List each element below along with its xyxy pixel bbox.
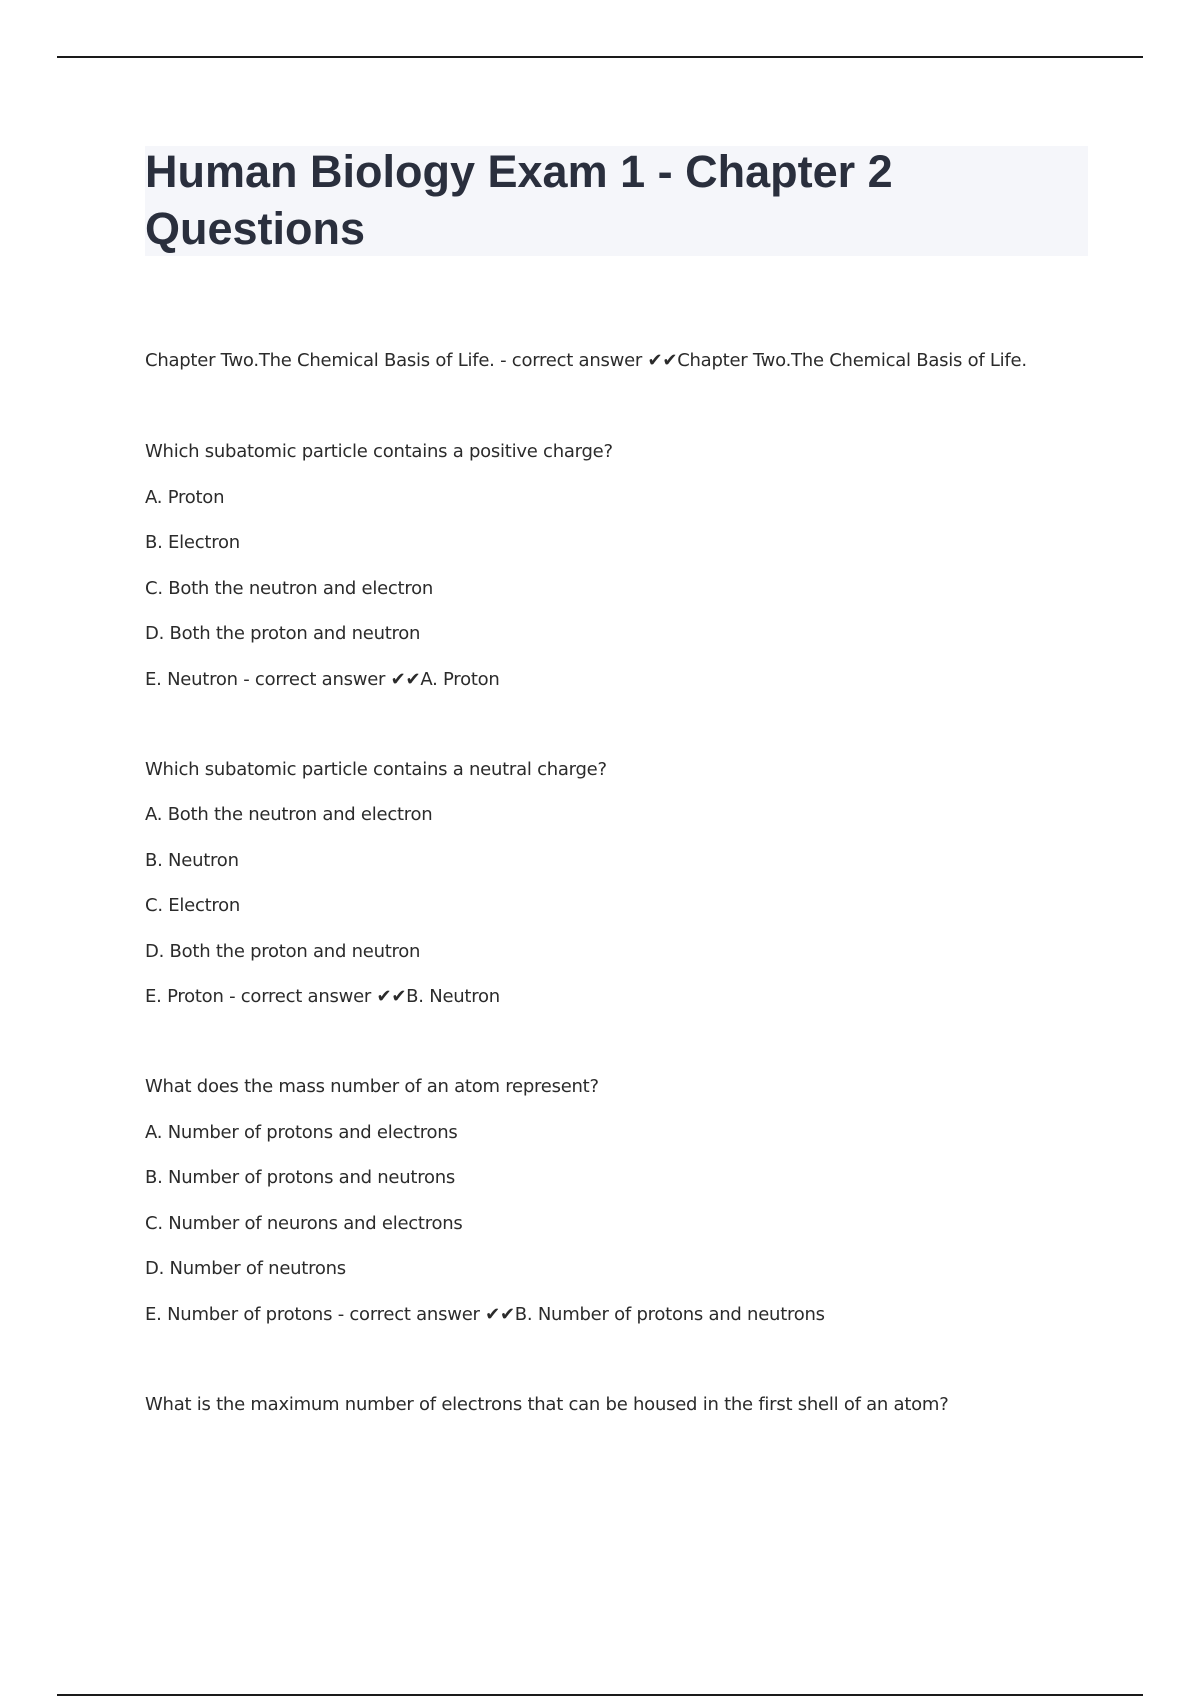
question-4: What is the maximum number of electrons that can be housed in the first shell of an atom? <box>145 1394 949 1415</box>
q3-option-e-answer: E. Number of protons - correct answer ✔✔B. Number of protons and neutrons <box>145 1304 825 1325</box>
q1-option-b: B. Electron <box>145 532 240 553</box>
question-2: Which subatomic particle contains a neutral charge? <box>145 759 607 780</box>
q3-option-d: D. Number of neutrons <box>145 1258 346 1279</box>
q2-option-a: A. Both the neutron and electron <box>145 804 433 825</box>
question-3: What does the mass number of an atom represent? <box>145 1076 599 1097</box>
page-title: Human Biology Exam 1 - Chapter 2 Questions <box>145 146 893 254</box>
q3-option-a: A. Number of protons and electrons <box>145 1122 458 1143</box>
q3-option-c: C. Number of neurons and electrons <box>145 1213 463 1234</box>
q2-option-e-answer: E. Proton - correct answer ✔✔B. Neutron <box>145 986 500 1007</box>
q1-option-e-answer: E. Neutron - correct answer ✔✔A. Proton <box>145 669 500 690</box>
bottom-rule <box>57 1694 1143 1696</box>
q1-option-d: D. Both the proton and neutron <box>145 623 421 644</box>
q1-option-a: A. Proton <box>145 487 225 508</box>
top-rule <box>57 56 1143 58</box>
question-1: Which subatomic particle contains a positive charge? <box>145 441 613 462</box>
q2-option-d: D. Both the proton and neutron <box>145 941 421 962</box>
intro-line: Chapter Two.The Chemical Basis of Life. - correct answer ✔✔Chapter Two.The Chemical Basis of Life. <box>145 350 1027 371</box>
q3-option-b: B. Number of protons and neutrons <box>145 1167 456 1188</box>
q1-option-c: C. Both the neutron and electron <box>145 578 434 599</box>
q2-option-c: C. Electron <box>145 895 241 916</box>
q2-option-b: B. Neutron <box>145 850 239 871</box>
